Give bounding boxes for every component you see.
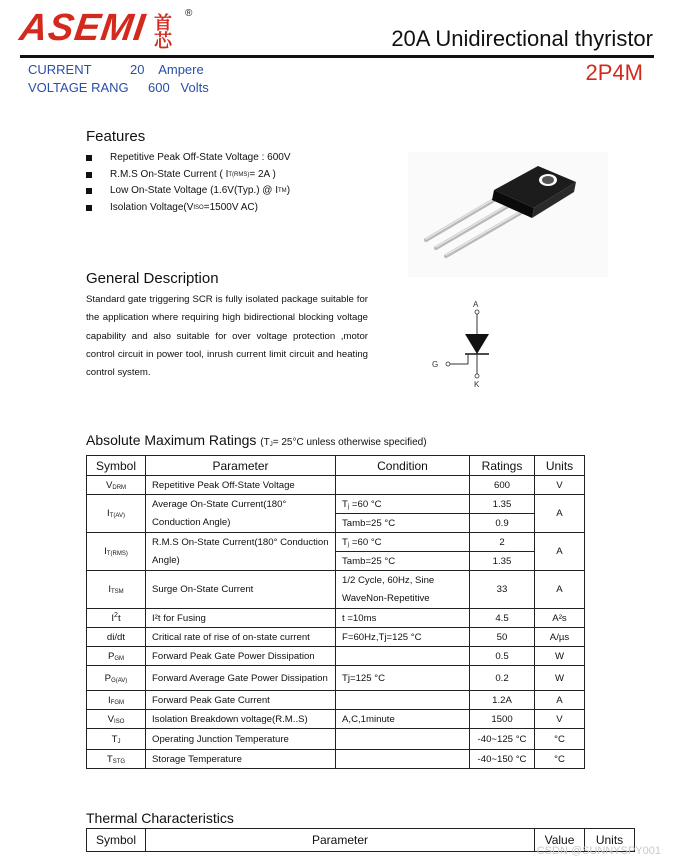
features-list	[86, 150, 290, 216]
unit-cell: W	[535, 666, 585, 691]
parameter-cell: Critical rate of rise of on-state current	[146, 628, 336, 647]
table-row	[87, 609, 585, 628]
spec-current-label: CURRENT	[28, 62, 92, 77]
feature-subscript: TM	[278, 188, 287, 194]
rating-cell: 1.35	[470, 552, 535, 571]
absolute-max-ratings-table	[86, 455, 585, 769]
condition-cell: F=60Hz,Tj=125 °C	[336, 628, 470, 647]
table-row	[87, 514, 585, 533]
rating-cell: 0.2	[470, 666, 535, 691]
spec-current-value-group	[130, 62, 204, 77]
parameter-cell: Storage Temperature	[146, 750, 336, 769]
feature-item	[86, 150, 290, 167]
feature-item	[86, 183, 290, 200]
column-header: Value	[535, 829, 585, 852]
parameter-cell: Angle)	[146, 552, 336, 571]
spec-voltage-value-group	[148, 80, 209, 95]
rating-cell: 0.9	[470, 514, 535, 533]
condition-cell: Tj =60 °C	[336, 533, 470, 552]
table-row	[87, 476, 585, 495]
watermark: CSDN @SUNNYSPY001	[536, 845, 661, 857]
features-heading: Features	[86, 128, 146, 145]
general-description-heading: General Description	[86, 270, 219, 287]
spec-voltage	[28, 80, 129, 95]
part-number: 2P4M	[585, 60, 643, 85]
rating-cell: 50	[470, 628, 535, 647]
spec-voltage-label: VOLTAGE RANG	[28, 80, 129, 95]
table-row	[87, 666, 585, 691]
table-row	[87, 710, 585, 729]
rating-cell: 4.5	[470, 609, 535, 628]
feature-text: Low On-State Voltage (1.6V(Typ.) @ I	[110, 185, 279, 196]
parameter-cell: Isolation Breakdown voltage(R.M..S)	[146, 710, 336, 729]
symbol-cell: PGM	[87, 647, 146, 666]
condition-cell: Tamb=25 °C	[336, 552, 470, 571]
bullet-icon	[86, 205, 92, 211]
column-header: Units	[585, 829, 635, 852]
parameter-cell: R.M.S On-State Current(180° Conduction	[146, 533, 336, 552]
package-illustration	[408, 152, 608, 277]
parameter-cell: Conduction Angle)	[146, 514, 336, 533]
feature-text-end: =1500V AC)	[203, 201, 258, 213]
brand-logo	[17, 6, 193, 51]
logo-wordmark: ASEMI	[17, 7, 149, 49]
column-header: Units	[535, 456, 585, 476]
spec-current-unit: Ampere	[158, 62, 204, 77]
unit-cell: V	[535, 476, 585, 495]
registered-mark: ®	[185, 8, 193, 19]
spec-current	[28, 62, 92, 77]
spec-voltage-unit: Volts	[180, 80, 209, 95]
ratings-heading: Absolute Maximum Ratings	[86, 432, 257, 448]
condition-cell: Tj =60 °C	[336, 495, 470, 514]
parameter-cell: Forward Average Gate Power Dissipation	[146, 666, 336, 691]
symbol-cell: di/dt	[87, 628, 146, 647]
condition-cell	[336, 691, 470, 710]
feature-item	[86, 200, 290, 217]
parameter-cell: Repetitive Peak Off-State Voltage	[146, 476, 336, 495]
unit-cell: W	[535, 647, 585, 666]
parameter-cell: I²t for Fusing	[146, 609, 336, 628]
column-header: Parameter	[146, 829, 535, 852]
ratings-heading-row	[86, 432, 427, 448]
parameter-cell: Operating Junction Temperature	[146, 729, 336, 750]
bullet-icon	[86, 155, 92, 161]
unit-cell: A	[535, 495, 585, 533]
parameter-cell: Forward Peak Gate Power Dissipation	[146, 647, 336, 666]
condition-cell: 1/2 Cycle, 60Hz, Sine	[336, 571, 470, 590]
bullet-icon	[86, 188, 92, 194]
unit-cell: °C	[535, 750, 585, 769]
table-row	[87, 647, 585, 666]
rating-cell: -40~125 °C	[470, 729, 535, 750]
parameter-cell: Average On-State Current(180°	[146, 495, 336, 514]
table-row	[87, 750, 585, 769]
unit-cell: V	[535, 710, 585, 729]
condition-cell: A,C,1minute	[336, 710, 470, 729]
parameter-cell: Forward Peak Gate Current	[146, 691, 336, 710]
condition-cell	[336, 476, 470, 495]
rating-cell: 1.2A	[470, 691, 535, 710]
condition-cell	[336, 750, 470, 769]
parameter-cell: Surge On-State Current	[146, 571, 336, 609]
table-row	[87, 729, 585, 750]
condition-cell: WaveNon-Repetitive	[336, 590, 470, 609]
table-row	[87, 495, 585, 514]
table-row	[87, 552, 585, 571]
spec-voltage-value: 600	[148, 80, 170, 95]
feature-text: Isolation Voltage(V	[110, 201, 194, 213]
unit-cell: A	[535, 533, 585, 571]
rating-cell: 1500	[470, 710, 535, 729]
unit-cell: °C	[535, 729, 585, 750]
rating-cell: 2	[470, 533, 535, 552]
condition-cell: t =10ms	[336, 609, 470, 628]
feature-subscript: T(RMS)	[228, 171, 250, 178]
feature-text: R.M.S On-State Current ( I	[110, 168, 229, 180]
column-header: Symbol	[87, 829, 146, 852]
condition-cell: Tamb=25 °C	[336, 514, 470, 533]
symbol-cell: VISO	[87, 710, 146, 729]
feature-item	[86, 167, 290, 184]
table-row	[87, 533, 585, 552]
column-header: Parameter	[146, 456, 336, 476]
table-row	[87, 628, 585, 647]
condition-cell	[336, 729, 470, 750]
general-description-text: Standard gate triggering SCR is fully isolated package suitable for the application where requiring high bidirectional blocking voltage capability and also suitable for over voltage protection ,motor control circuit in power tool, inrush current limit circuit and heating control system.	[86, 294, 368, 379]
document-title: 20A Unidirectional thyristor	[391, 26, 653, 51]
symbol-cell: TSTG	[87, 750, 146, 769]
bullet-icon	[86, 172, 92, 178]
symbol-cell: TJ	[87, 729, 146, 750]
symbol-cell: PG(AV)	[87, 666, 146, 691]
thyristor-symbol	[430, 298, 500, 390]
symbol-cell: IFGM	[87, 691, 146, 710]
column-header: Symbol	[87, 456, 146, 476]
column-header: Condition	[336, 456, 470, 476]
header-divider	[20, 55, 654, 58]
feature-text-end: = 2A )	[249, 168, 276, 180]
unit-cell: A²s	[535, 609, 585, 628]
symbol-cell: VDRM	[87, 476, 146, 495]
ratings-note: (TJ= 25°C unless otherwise specified)	[260, 437, 427, 448]
feature-subscript: ISO	[193, 204, 204, 211]
table-row	[87, 571, 585, 590]
rating-cell: 1.35	[470, 495, 535, 514]
symbol-cell: IT(AV)	[87, 495, 146, 533]
condition-cell	[336, 647, 470, 666]
table-header-row	[87, 456, 585, 476]
rating-cell: -40~150 °C	[470, 750, 535, 769]
table-row	[87, 691, 585, 710]
unit-cell: A/µs	[535, 628, 585, 647]
rating-cell: 600	[470, 476, 535, 495]
gate-label: G	[432, 360, 439, 369]
symbol-cell: ITSM	[87, 571, 146, 609]
feature-text: Repetitive Peak Off-State Voltage : 600V	[110, 152, 291, 163]
cathode-label: K	[474, 380, 480, 389]
condition-cell: Tj=125 °C	[336, 666, 470, 691]
rating-cell: 0.5	[470, 647, 535, 666]
column-header: Ratings	[470, 456, 535, 476]
feature-text-end: )	[286, 185, 291, 196]
anode-label: A	[473, 300, 479, 309]
thermal-heading: Thermal Characteristics	[86, 810, 234, 826]
spec-current-value: 20	[130, 62, 145, 77]
logo-chinese-mark: 首芯	[154, 13, 172, 51]
symbol-cell: $I^2t$	[87, 609, 146, 628]
rating-cell: 33	[470, 571, 535, 609]
unit-cell: A	[535, 571, 585, 609]
unit-cell: A	[535, 691, 585, 710]
symbol-cell: IT(RMS)	[87, 533, 146, 571]
